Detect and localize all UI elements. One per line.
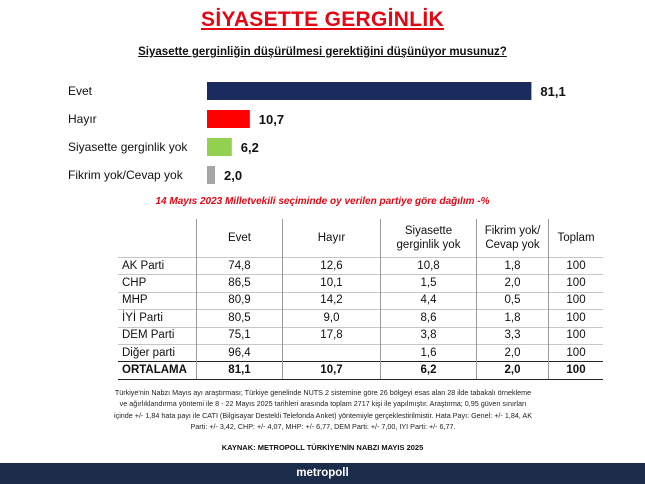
column-header-party bbox=[118, 219, 197, 258]
column-header-fikrim-yok: Fikrim yok/ Cevap yok bbox=[477, 219, 549, 258]
bar-chart bbox=[0, 70, 645, 192]
note-line: Türkiye'nin Nabzı Mayıs ayı araştırması; Türkiye genelinde NUTS 2 sistemine göre 26 bölgeyi esas alan 28 ilde tabakalı örnekleme bbox=[114, 388, 532, 397]
party-name-cell: DEM Parti bbox=[118, 327, 197, 344]
table-row bbox=[118, 275, 603, 292]
value-cell: 8,6 bbox=[381, 310, 477, 327]
data-label: 81,1 bbox=[540, 84, 566, 99]
column-header-toplam: Toplam bbox=[549, 219, 604, 258]
table-row bbox=[118, 258, 603, 275]
value-cell: 100 bbox=[549, 310, 604, 327]
value-cell: 0,5 bbox=[477, 292, 549, 309]
value-cell: 2,0 bbox=[477, 275, 549, 292]
party-breakdown-table bbox=[118, 219, 603, 380]
table-row bbox=[118, 327, 603, 344]
data-label: 6,2 bbox=[240, 140, 259, 155]
value-cell: 10,8 bbox=[381, 258, 477, 275]
party-name-cell: MHP bbox=[118, 292, 197, 309]
data-label: 2,0 bbox=[224, 168, 243, 183]
page-title: SİYASETTE GERGİNLİK bbox=[201, 8, 444, 31]
value-cell: 1,8 bbox=[477, 310, 549, 327]
value-cell: 9,0 bbox=[283, 310, 381, 327]
bar bbox=[207, 138, 232, 156]
data-label: 10,7 bbox=[258, 112, 285, 127]
value-cell: 96,4 bbox=[197, 344, 283, 361]
category-label: Hayır bbox=[68, 112, 97, 126]
note-line: Parti: +/- 3,42, CHP: +/- 4,07, MHP: +/- 6,77, DEM Parti: +/- 7,00, IYI Parti: +/- 6,77. bbox=[190, 421, 456, 431]
footer-brand-bar: metropoll bbox=[0, 463, 645, 484]
value-cell: 100 bbox=[549, 275, 604, 292]
party-name-cell: CHP bbox=[118, 275, 197, 292]
table-row bbox=[118, 292, 603, 309]
value-cell: 2,0 bbox=[477, 362, 549, 379]
value-cell: 1,8 bbox=[477, 258, 549, 275]
value-cell: 100 bbox=[549, 327, 604, 344]
value-cell: 100 bbox=[549, 362, 604, 379]
value-cell: 6,2 bbox=[381, 362, 477, 379]
category-label: Evet bbox=[68, 84, 93, 98]
survey-question: Siyasette gerginliğin düşürülmesi gerektiğini düşünüyor musunuz? bbox=[138, 46, 507, 58]
party-name-cell: Diğer parti bbox=[118, 344, 197, 361]
value-cell: 10,7 bbox=[283, 362, 381, 379]
bar bbox=[207, 110, 250, 128]
note-line: içinde +/- 1,84 hata payı ile CATI (Bilgisayar Destekli Telefonda Anket) yöntemiyle gerçeklestirilmistir. Hata Payı: Genel: +/- 1,84, AK bbox=[114, 410, 532, 420]
value-cell: 86,5 bbox=[197, 275, 283, 292]
value-cell: 80,9 bbox=[197, 292, 283, 309]
table-row bbox=[118, 344, 603, 361]
value-cell: 1,5 bbox=[381, 275, 477, 292]
table-subtitle: 14 Mayıs 2023 Milletvekili seçiminde oy verilen partiye göre dağılım -% bbox=[155, 196, 490, 207]
value-cell: 17,8 bbox=[283, 327, 381, 344]
value-cell: 80,5 bbox=[197, 310, 283, 327]
bar bbox=[207, 82, 531, 100]
bar bbox=[207, 166, 215, 184]
value-cell: 2,0 bbox=[477, 344, 549, 361]
value-cell: 1,6 bbox=[381, 344, 477, 361]
value-cell: 81,1 bbox=[197, 362, 283, 379]
value-cell: 75,1 bbox=[197, 327, 283, 344]
value-cell: 100 bbox=[549, 344, 604, 361]
party-name-cell: AK Parti bbox=[118, 258, 197, 275]
column-header-gerginlik-yok: Siyasette gerginlik yok bbox=[381, 219, 477, 258]
value-cell: 74,8 bbox=[197, 258, 283, 275]
table-row bbox=[118, 310, 603, 327]
value-cell: 12,6 bbox=[283, 258, 381, 275]
value-cell: 3,3 bbox=[477, 327, 549, 344]
value-cell: 100 bbox=[549, 292, 604, 309]
column-header-hayir: Hayır bbox=[283, 219, 381, 258]
category-label: Siyasette gerginlik yok bbox=[68, 140, 188, 154]
value-cell: 100 bbox=[549, 258, 604, 275]
column-header-evet: Evet bbox=[197, 219, 283, 258]
party-name-cell: İYİ Parti bbox=[118, 310, 197, 327]
value-cell: 14,2 bbox=[283, 292, 381, 309]
category-label: Fikrim yok/Cevap yok bbox=[68, 168, 183, 182]
value-cell: 3,8 bbox=[381, 327, 477, 344]
methodology-note bbox=[28, 387, 618, 432]
source-line: KAYNAK: METROPOLL TÜRKİYE'NİN NABZI MAYIS 2025 bbox=[221, 443, 424, 452]
party-name-cell: ORTALAMA bbox=[118, 362, 197, 379]
table-total-row bbox=[118, 362, 603, 379]
value-cell bbox=[283, 344, 381, 361]
note-line: ve ağırlıklandırma yöntemi ile 8 - 22 Mayıs 2025 tarihleri arasında toplam 2717 kişi ile yapılmıştır. Araştırma; 0,95 güven sınırları bbox=[119, 399, 527, 409]
value-cell: 10,1 bbox=[283, 275, 381, 292]
value-cell: 4,4 bbox=[381, 292, 477, 309]
